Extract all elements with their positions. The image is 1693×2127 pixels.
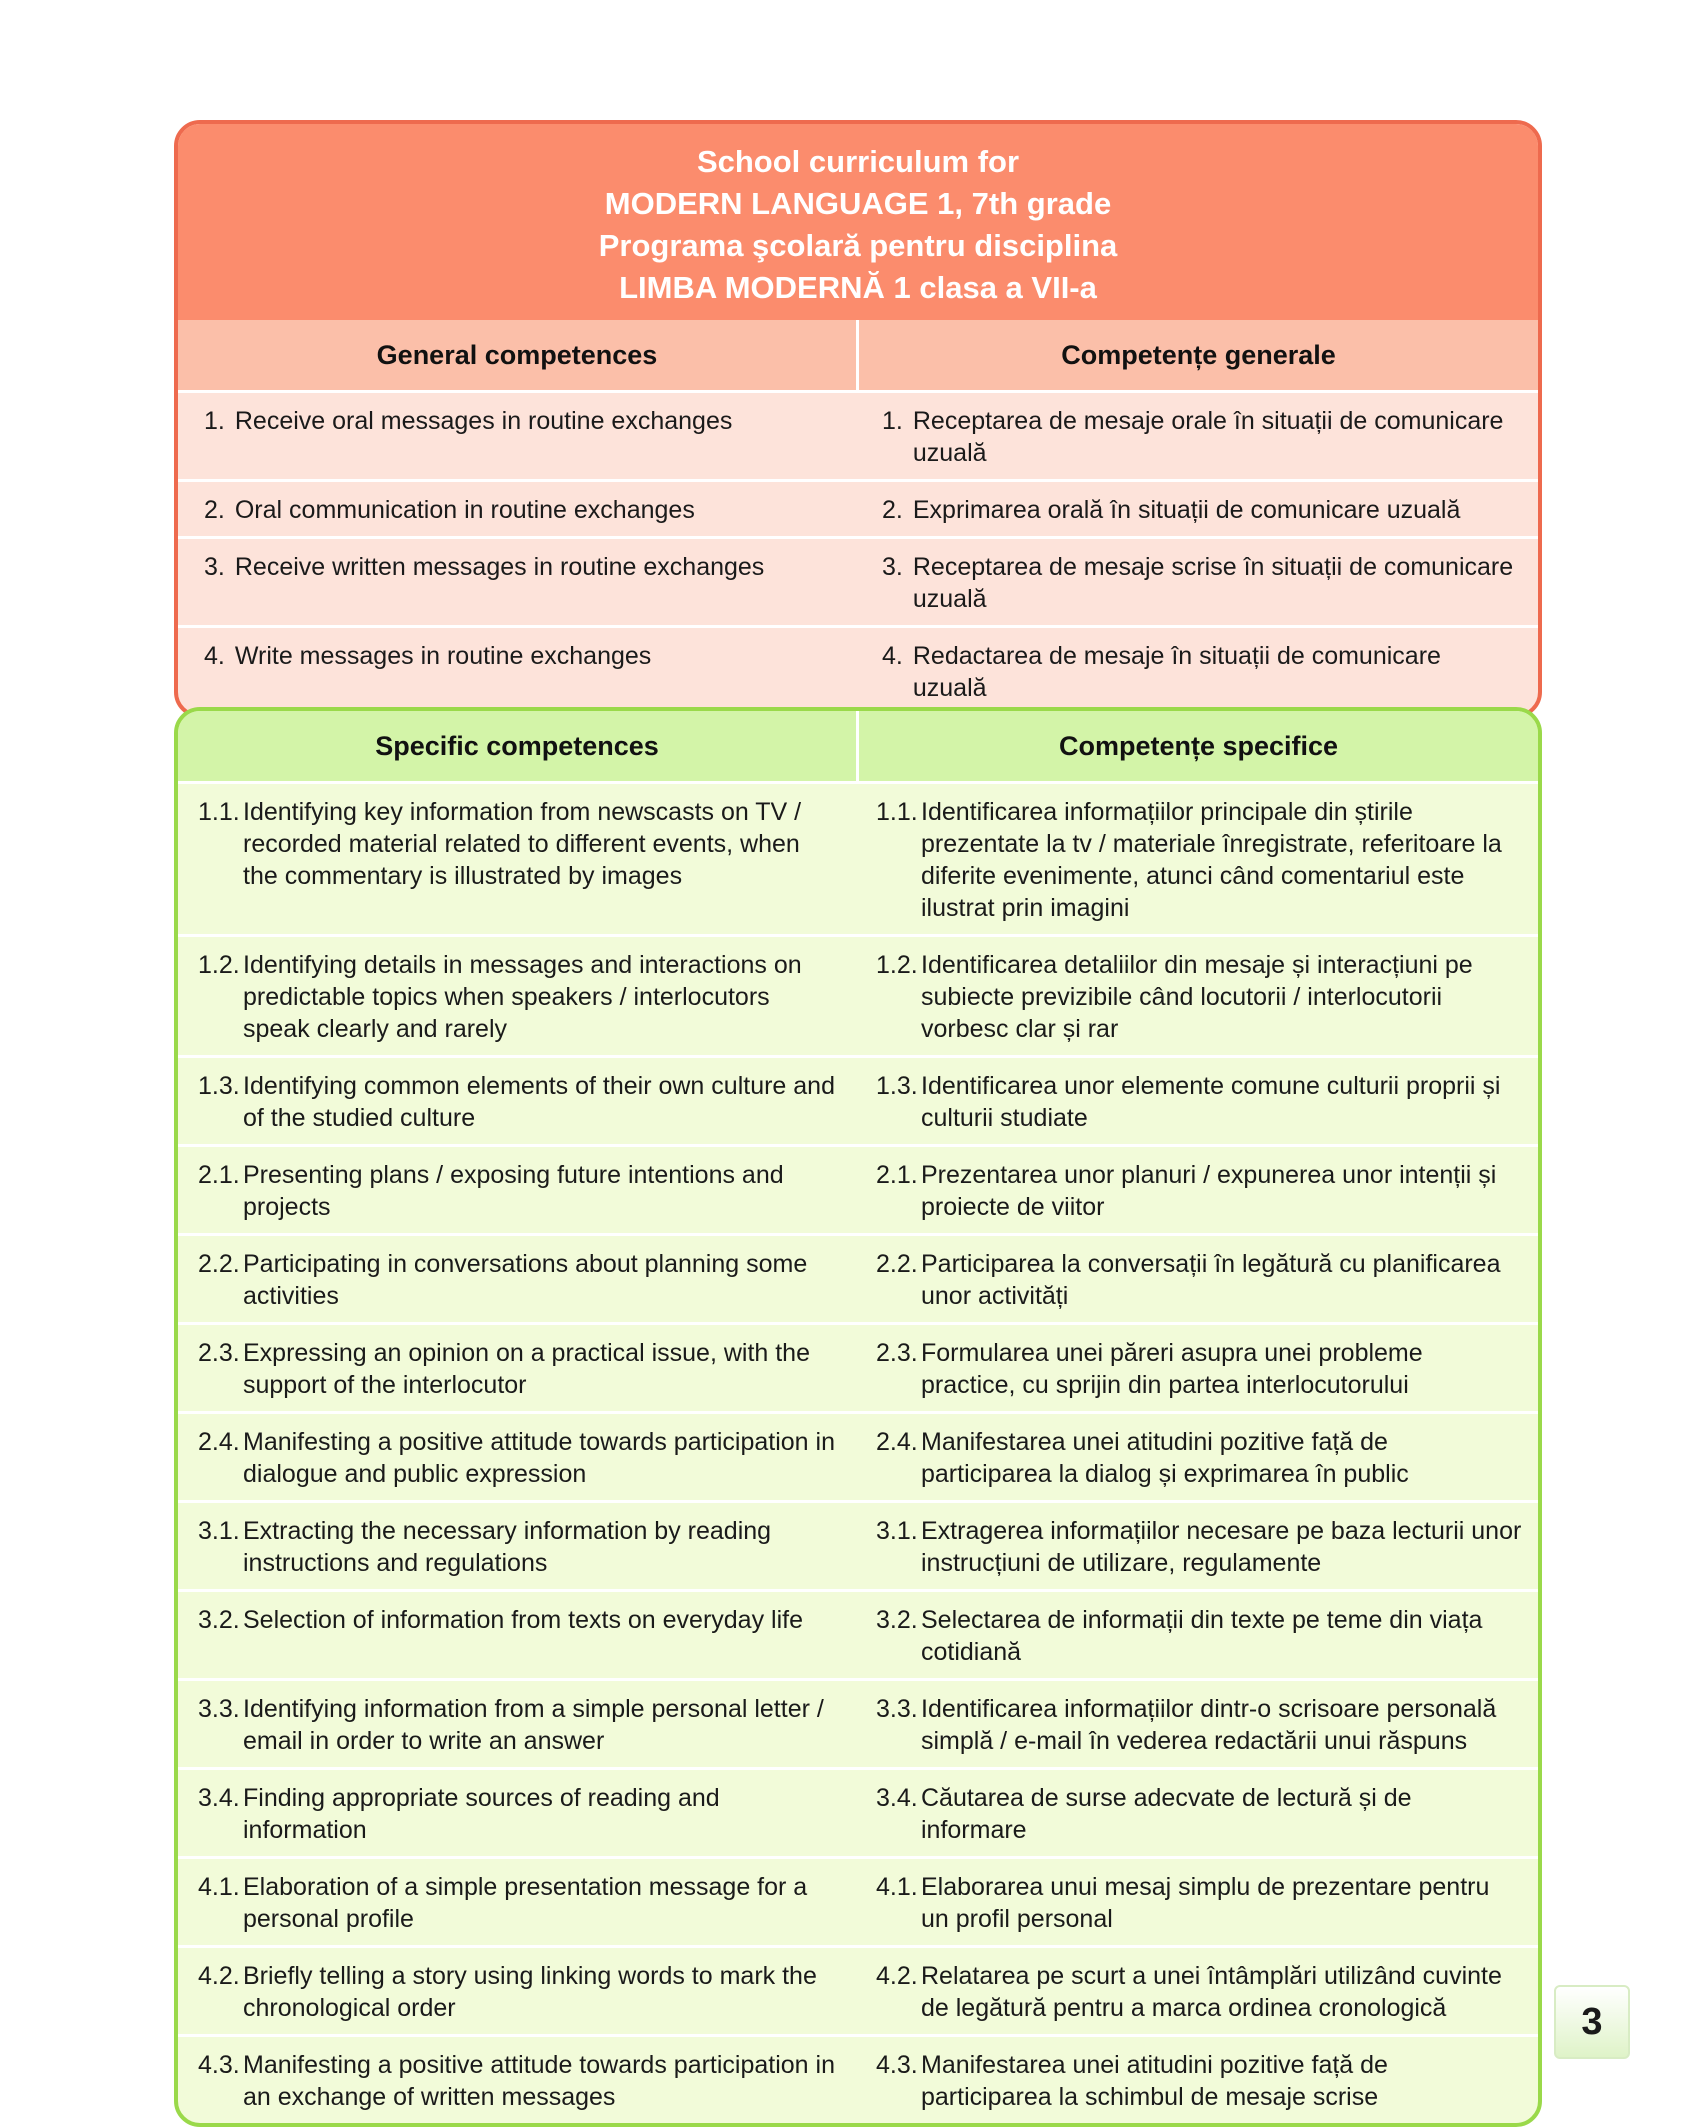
cell-en: [178, 1592, 856, 1678]
item-number: 4.2.: [876, 1962, 918, 1990]
cell-en: [178, 539, 856, 625]
table-row: [178, 1500, 1538, 1589]
item-number: 4.3.: [876, 2051, 918, 2079]
item-number: 2.2.: [876, 1250, 918, 1278]
cell-ro: [856, 628, 1538, 714]
header-general-en: General competences: [178, 320, 856, 390]
item-text: Receive written messages in routine exchanges: [234, 553, 765, 581]
item-number: 1.: [204, 407, 225, 435]
item-text: Identifying information from a simple personal letter / email in order to write an answer: [243, 1695, 824, 1755]
item-number: 2.4.: [876, 1428, 918, 1456]
item-number: 2.1.: [876, 1161, 918, 1189]
item-number: 1.3.: [198, 1072, 240, 1100]
item-number: 2.4.: [198, 1428, 240, 1456]
item-number: 4.: [204, 642, 225, 670]
item-text: Receptarea de mesaje scrise în situații de comunicare uzuală: [912, 553, 1514, 613]
cell-en: [178, 2037, 856, 2123]
item-text: Receptarea de mesaje orale în situații de comunicare uzuală: [912, 407, 1504, 467]
table-row: [178, 1322, 1538, 1411]
item-number: 3.: [882, 553, 903, 581]
competence-item: [198, 1693, 840, 1757]
item-text: Identificarea detaliilor din mesaje și interacțiuni pe subiecte previzibile când locutorii / interlocutorii vorbesc clar și rar: [921, 951, 1473, 1043]
competence-item: [198, 1960, 840, 2024]
item-text: Relatarea pe scurt a unei întâmplări utilizând cuvinte de legătură pentru a marca ordinea cronologică: [921, 1962, 1502, 2022]
item-text: Manifestarea unei atitudini pozitive față de participarea la dialog și exprimarea în public: [921, 1428, 1409, 1488]
item-text: Presenting plans / exposing future intentions and projects: [243, 1161, 784, 1221]
competence-item: [198, 1426, 840, 1490]
cell-en: [178, 482, 856, 536]
competence-item: [876, 796, 1522, 924]
competence-item: [876, 949, 1522, 1045]
cell-ro: [856, 1770, 1538, 1856]
table-row: [178, 1233, 1538, 1322]
item-text: Briefly telling a story using linking words to mark the chronological order: [243, 1962, 817, 2022]
cell-en: [178, 628, 856, 714]
competence-item: [198, 1337, 840, 1401]
specific-rows: [178, 781, 1538, 2123]
table-row: [178, 1411, 1538, 1500]
cell-ro: [856, 482, 1538, 536]
general-rows: [178, 390, 1538, 714]
cell-en: [178, 1414, 856, 1500]
table-row: [178, 1589, 1538, 1678]
item-number: 3.4.: [876, 1784, 918, 1812]
item-text: Participating in conversations about planning some activities: [243, 1250, 808, 1310]
cell-ro: [856, 1948, 1538, 2034]
competence-item: [198, 1782, 840, 1846]
item-number: 1.2.: [876, 951, 918, 979]
item-text: Write messages in routine exchanges: [234, 642, 652, 670]
cell-ro: [856, 1236, 1538, 1322]
cell-en: [178, 1147, 856, 1233]
header-specific-ro: Competențe specifice: [856, 711, 1538, 781]
cell-en: [178, 1859, 856, 1945]
item-number: 2.: [204, 496, 225, 524]
competence-item: [876, 1070, 1522, 1134]
competence-item: [876, 1604, 1522, 1668]
competence-item: [876, 1693, 1522, 1757]
cell-ro: [856, 1147, 1538, 1233]
item-text: Căutarea de surse adecvate de lectură și de informare: [921, 1784, 1412, 1844]
competence-item: [876, 1960, 1522, 2024]
competence-item: [876, 1871, 1522, 1935]
curriculum-title: [178, 124, 1538, 320]
item-text: Participarea la conversații în legătură cu planificarea unor activități: [921, 1250, 1501, 1310]
item-number: 2.1.: [198, 1161, 240, 1189]
competence-item: [198, 2049, 840, 2113]
specific-grid: [178, 711, 1538, 781]
cell-en: [178, 1325, 856, 1411]
item-number: 4.1.: [876, 1873, 918, 1901]
item-number: 1.1.: [876, 798, 918, 826]
competence-item: [198, 1515, 840, 1579]
item-text: Selectarea de informații din texte pe teme din viața cotidiană: [921, 1606, 1483, 1666]
item-text: Identificarea informațiilor principale din știrile prezentate la tv / materiale înregistrate, referitoare la diferite evenimente, atunci când comentariul este ilustrat prin imagini: [921, 798, 1502, 922]
cell-en: [178, 1948, 856, 2034]
cell-ro: [856, 1592, 1538, 1678]
competence-item: [198, 1604, 840, 1636]
item-text: Formularea unei păreri asupra unei probleme practice, cu sprijin din partea interlocutorului: [921, 1339, 1423, 1399]
table-row: [178, 781, 1538, 934]
specific-competences-table: [174, 707, 1542, 2127]
item-number: 3.3.: [198, 1695, 240, 1723]
item-number: 4.1.: [198, 1873, 240, 1901]
item-text: Manifestarea unei atitudini pozitive față de participarea la schimbul de mesaje scrise: [921, 2051, 1388, 2111]
item-text: Identificarea unor elemente comune culturii proprii și culturii studiate: [921, 1072, 1501, 1132]
table-row: [178, 390, 1538, 479]
cell-en: [178, 1503, 856, 1589]
item-number: 4.2.: [198, 1962, 240, 1990]
item-number: 3.3.: [876, 1695, 918, 1723]
competence-item: [876, 2049, 1522, 2113]
cell-en: [178, 937, 856, 1055]
item-text: Manifesting a positive attitude towards participation in dialogue and public expression: [243, 1428, 835, 1488]
item-text: Exprimarea orală în situații de comunicare uzuală: [912, 496, 1461, 524]
cell-ro: [856, 784, 1538, 934]
competence-item: [204, 494, 836, 526]
item-text: Extracting the necessary information by reading instructions and regulations: [243, 1517, 772, 1577]
title-line: LIMBA MODERNĂ 1 clasa a VII-a: [619, 270, 1097, 305]
table-row: [178, 536, 1538, 625]
table-row: [178, 1945, 1538, 2034]
item-text: Prezentarea unor planuri / expunerea unor intenții și proiecte de viitor: [921, 1161, 1497, 1221]
item-text: Extragerea informațiilor necesare pe baza lecturii unor instrucțiuni de utilizare, regulamente: [921, 1517, 1522, 1577]
title-line: Programa şcolară pentru disciplina: [598, 228, 1118, 263]
item-number: 3.2.: [198, 1606, 240, 1634]
item-number: 3.1.: [198, 1517, 240, 1545]
cell-ro: [856, 1058, 1538, 1144]
item-number: 4.: [882, 642, 903, 670]
cell-en: [178, 1058, 856, 1144]
item-text: Elaboration of a simple presentation message for a personal profile: [243, 1873, 808, 1933]
competence-item: [198, 1159, 840, 1223]
competence-item: [204, 405, 836, 437]
item-text: Identificarea informațiilor dintr-o scrisoare personală simplă / e-mail în vederea redactării unui răspuns: [921, 1695, 1497, 1755]
competence-item: [198, 796, 840, 892]
general-competences-table: [174, 120, 1542, 718]
cell-en: [178, 393, 856, 479]
cell-ro: [856, 1859, 1538, 1945]
table-row: [178, 2034, 1538, 2123]
page-number: 3: [1554, 1985, 1630, 2059]
title-line: School curriculum for: [696, 144, 1020, 179]
competence-item: [882, 494, 1518, 526]
cell-en: [178, 784, 856, 934]
item-number: 3.2.: [876, 1606, 918, 1634]
competence-item: [876, 1159, 1522, 1223]
competence-item: [198, 949, 840, 1045]
item-text: Elaborarea unui mesaj simplu de prezentare pentru un profil personal: [921, 1873, 1490, 1933]
competence-item: [204, 551, 836, 583]
item-number: 1.1.: [198, 798, 240, 826]
competence-item: [198, 1070, 840, 1134]
item-number: 2.2.: [198, 1250, 240, 1278]
item-text: Expressing an opinion on a practical issue, with the support of the interlocutor: [243, 1339, 810, 1399]
item-text: Selection of information from texts on everyday life: [243, 1606, 803, 1634]
competence-item: [882, 405, 1518, 469]
cell-ro: [856, 1503, 1538, 1589]
item-text: Finding appropriate sources of reading and information: [243, 1784, 720, 1844]
item-number: 2.3.: [198, 1339, 240, 1367]
item-number: 1.2.: [198, 951, 240, 979]
table-row: [178, 1856, 1538, 1945]
item-number: 3.1.: [876, 1517, 918, 1545]
cell-en: [178, 1770, 856, 1856]
competence-item: [876, 1426, 1522, 1490]
competence-item: [198, 1871, 840, 1935]
cell-ro: [856, 393, 1538, 479]
item-number: 3.4.: [198, 1784, 240, 1812]
competence-item: [876, 1337, 1522, 1401]
cell-en: [178, 1681, 856, 1767]
cell-ro: [856, 1414, 1538, 1500]
general-grid: [178, 320, 1538, 390]
item-number: 4.3.: [198, 2051, 240, 2079]
competence-item: [876, 1782, 1522, 1846]
table-row: [178, 479, 1538, 536]
table-row: [178, 1055, 1538, 1144]
item-text: Identifying key information from newscasts on TV / recorded material related to different events, when the commentary is illustrated by images: [243, 798, 802, 890]
title-line: MODERN LANGUAGE 1, 7th grade: [604, 186, 1112, 221]
item-number: 2.3.: [876, 1339, 918, 1367]
table-row: [178, 1767, 1538, 1856]
cell-ro: [856, 1681, 1538, 1767]
cell-ro: [856, 2037, 1538, 2123]
competence-item: [876, 1248, 1522, 1312]
item-text: Oral communication in routine exchanges: [234, 496, 695, 524]
cell-ro: [856, 539, 1538, 625]
header-specific-en: Specific competences: [178, 711, 856, 781]
item-number: 2.: [882, 496, 903, 524]
item-number: 1.: [882, 407, 903, 435]
item-text: Identifying details in messages and interactions on predictable topics when speakers / interlocutors speak clearly and rarely: [243, 951, 802, 1043]
item-number: 1.3.: [876, 1072, 918, 1100]
competence-item: [204, 640, 836, 672]
item-number: 3.: [204, 553, 225, 581]
table-row: [178, 934, 1538, 1055]
cell-en: [178, 1236, 856, 1322]
header-general-ro: Competențe generale: [856, 320, 1538, 390]
item-text: Identifying common elements of their own culture and of the studied culture: [243, 1072, 835, 1132]
competence-item: [882, 551, 1518, 615]
competence-item: [198, 1248, 840, 1312]
cell-ro: [856, 1325, 1538, 1411]
table-row: [178, 1678, 1538, 1767]
table-row: [178, 1144, 1538, 1233]
item-text: Manifesting a positive attitude towards participation in an exchange of written messages: [243, 2051, 835, 2111]
item-text: Receive oral messages in routine exchanges: [234, 407, 733, 435]
item-text: Redactarea de mesaje în situații de comunicare uzuală: [912, 642, 1441, 702]
table-row: [178, 625, 1538, 714]
competence-item: [876, 1515, 1522, 1579]
cell-ro: [856, 937, 1538, 1055]
competence-item: [882, 640, 1518, 704]
